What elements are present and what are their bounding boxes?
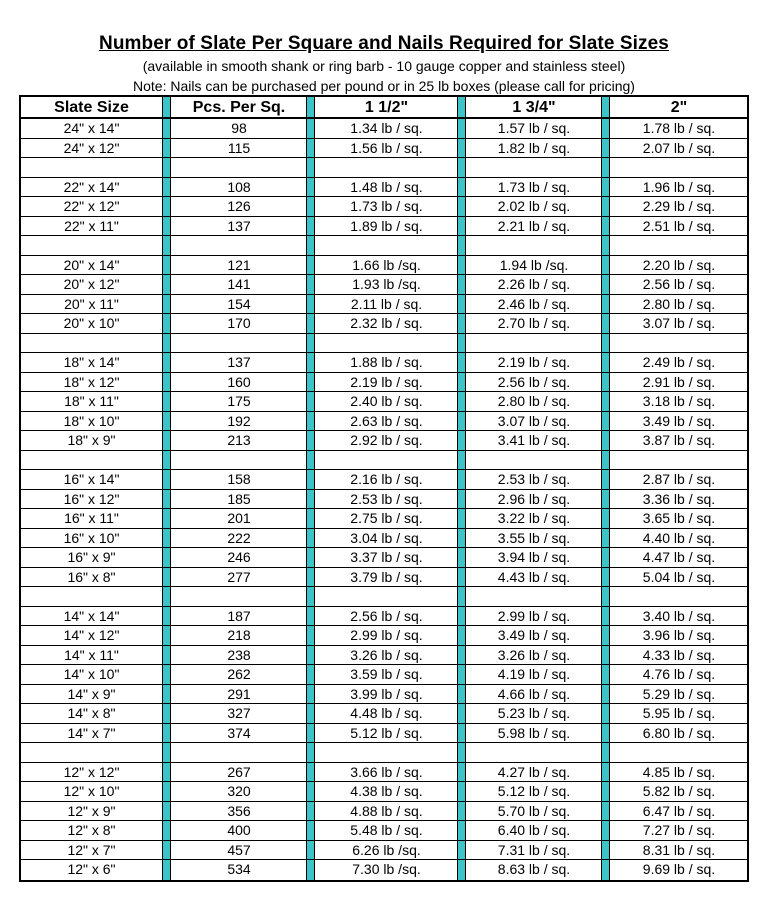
cell-pcs-per-sq: 192	[227, 412, 251, 429]
table-row	[21, 568, 747, 588]
cell-nails-2: 9.69 lb / sq.	[642, 861, 716, 877]
cell-nails-2: 6.80 lb / sq.	[642, 724, 716, 741]
cell-nails-1-1-2: 2.40 lb / sq.	[350, 393, 423, 409]
cell-pcs-per-sq: 160	[227, 373, 251, 390]
cell-slate-size: 14" x 10"	[63, 666, 120, 682]
cell-nails-1-3-4: 5.70 lb / sq.	[497, 802, 571, 819]
cell-nails-1-3-4: 2.96 lb / sq.	[497, 490, 571, 507]
cell-nails-1-3-4	[467, 236, 601, 256]
cell-nails-1-1-2: 5.12 lb / sq.	[350, 724, 423, 741]
cell-slate-size	[21, 158, 162, 178]
cell-nails-1-1-2: 2.53 lb / sq.	[350, 490, 423, 507]
cell-nails-2: 6.47 lb / sq.	[642, 802, 716, 819]
cell-pcs-per-sq	[172, 743, 306, 763]
cell-nails-2: 2.29 lb / sq.	[642, 198, 716, 214]
cell-slate-size: 20" x 12"	[63, 276, 120, 292]
table-row	[21, 529, 747, 549]
table-row	[21, 490, 747, 510]
cell-nails-2	[611, 236, 747, 256]
cell-nails-1-3-4: 1.82 lb / sq.	[497, 139, 571, 156]
cell-pcs-per-sq: 238	[227, 646, 251, 663]
cell-slate-size: 22" x 14"	[63, 178, 120, 195]
cell-nails-1-3-4	[467, 587, 601, 607]
cell-slate-size: 16" x 14"	[63, 471, 120, 487]
table-row	[21, 626, 747, 646]
table-row	[21, 841, 747, 861]
cell-slate-size	[21, 236, 162, 256]
table-row	[21, 704, 747, 724]
cell-slate-size	[21, 451, 162, 471]
cell-slate-size: 22" x 12"	[63, 198, 120, 214]
cell-nails-2: 5.29 lb / sq.	[642, 685, 716, 702]
cell-nails-1-3-4	[467, 451, 601, 471]
cell-nails-2: 2.49 lb / sq.	[642, 354, 716, 370]
cell-nails-2: 3.40 lb / sq.	[642, 607, 716, 624]
cell-slate-size: 24" x 12"	[63, 139, 120, 156]
cell-slate-size: 20" x 11"	[64, 295, 119, 312]
cell-nails-2: 2.56 lb / sq.	[642, 276, 716, 292]
cell-pcs-per-sq: 327	[227, 705, 251, 721]
cell-pcs-per-sq: 141	[227, 276, 251, 292]
cell-slate-size: 16" x 11"	[64, 510, 119, 526]
cell-nails-1-3-4: 1.73 lb / sq.	[497, 178, 571, 195]
table-row	[21, 607, 747, 627]
cell-nails-1-3-4: 3.55 lb / sq.	[497, 529, 571, 546]
cell-slate-size: 14" x 9"	[67, 685, 116, 702]
cell-nails-1-1-2: 3.99 lb / sq.	[350, 685, 423, 702]
cell-slate-size: 14" x 12"	[63, 627, 120, 643]
cell-slate-size: 14" x 7"	[67, 724, 116, 741]
column-header-nails-2: 2"	[670, 99, 688, 116]
cell-nails-2: 5.82 lb / sq.	[642, 783, 716, 799]
cell-nails-2: 3.07 lb / sq.	[642, 315, 716, 331]
cell-pcs-per-sq: 201	[227, 510, 251, 526]
page-title: Number of Slate Per Square and Nails Required for Slate Sizes	[99, 33, 669, 54]
cell-slate-size: 20" x 10"	[63, 315, 120, 331]
cell-nails-1-3-4: 2.19 lb / sq.	[497, 354, 571, 370]
cell-pcs-per-sq: 291	[227, 685, 251, 702]
cell-nails-1-1-2	[316, 743, 457, 763]
cell-nails-2	[611, 158, 747, 178]
cell-nails-2: 1.96 lb / sq.	[642, 178, 716, 195]
cell-nails-1-3-4: 2.56 lb / sq.	[497, 373, 571, 390]
table-row	[21, 197, 747, 217]
cell-pcs-per-sq: 185	[227, 490, 251, 507]
cell-nails-1-1-2: 1.56 lb / sq.	[350, 139, 423, 156]
table-row	[21, 509, 747, 529]
cell-slate-size: 14" x 8"	[67, 705, 116, 721]
table-row	[21, 178, 747, 198]
cell-slate-size: 18" x 11"	[64, 393, 119, 409]
cell-nails-2: 3.87 lb / sq.	[642, 432, 716, 448]
cell-nails-1-1-2: 1.88 lb / sq.	[350, 354, 423, 370]
table-row	[21, 392, 747, 412]
cell-slate-size: 16" x 12"	[63, 490, 120, 507]
cell-pcs-per-sq: 267	[227, 763, 251, 780]
table-row	[21, 646, 747, 666]
cell-slate-size: 22" x 11"	[64, 217, 119, 234]
cell-nails-1-1-2: 1.48 lb / sq.	[350, 178, 423, 195]
cell-nails-1-3-4: 3.07 lb / sq.	[497, 412, 571, 429]
cell-nails-1-1-2: 4.38 lb / sq.	[350, 783, 423, 799]
cell-nails-1-3-4	[467, 334, 601, 354]
cell-nails-1-1-2: 5.48 lb / sq.	[350, 822, 423, 838]
cell-nails-2: 4.76 lb / sq.	[642, 666, 716, 682]
cell-slate-size: 18" x 10"	[63, 412, 120, 429]
cell-slate-size: 12" x 7"	[67, 841, 116, 858]
cell-nails-1-1-2: 3.66 lb / sq.	[350, 763, 423, 780]
spacer-row	[21, 236, 747, 256]
cell-nails-1-1-2: 3.04 lb / sq.	[350, 529, 423, 546]
cell-nails-2	[611, 451, 747, 471]
cell-nails-1-3-4: 5.23 lb / sq.	[497, 705, 571, 721]
cell-nails-1-3-4: 7.31 lb / sq.	[497, 841, 571, 858]
cell-nails-1-3-4: 1.94 lb /sq.	[499, 256, 569, 273]
cell-pcs-per-sq: 262	[227, 666, 251, 682]
cell-pcs-per-sq	[172, 587, 306, 607]
cell-nails-1-1-2	[316, 587, 457, 607]
cell-nails-2: 2.07 lb / sq.	[642, 139, 716, 156]
cell-slate-size: 18" x 9"	[67, 432, 116, 448]
cell-pcs-per-sq: 213	[227, 432, 251, 448]
cell-pcs-per-sq: 154	[227, 295, 251, 312]
cell-nails-1-3-4: 3.94 lb / sq.	[497, 549, 571, 565]
table-row	[21, 373, 747, 393]
cell-nails-2: 1.78 lb / sq.	[642, 120, 716, 136]
cell-nails-1-1-2: 4.88 lb / sq.	[350, 802, 423, 819]
cell-nails-2: 2.20 lb / sq.	[642, 256, 716, 273]
spacer-row	[21, 334, 747, 354]
cell-nails-2: 3.96 lb / sq.	[642, 627, 716, 643]
cell-pcs-per-sq: 108	[227, 178, 251, 195]
cell-nails-2: 5.95 lb / sq.	[642, 705, 716, 721]
cell-slate-size: 24" x 14"	[63, 120, 120, 136]
cell-slate-size: 18" x 14"	[63, 354, 120, 370]
cell-nails-1-1-2: 1.66 lb /sq.	[352, 256, 421, 273]
cell-nails-2: 4.47 lb / sq.	[642, 549, 716, 565]
table-row	[21, 782, 747, 802]
cell-slate-size: 12" x 6"	[67, 861, 116, 877]
cell-nails-2	[611, 743, 747, 763]
page-note: Note: Nails can be purchased per pound or in 25 lb boxes (please call for pricing)	[133, 78, 635, 94]
table-row	[21, 548, 747, 568]
cell-nails-1-1-2: 1.93 lb /sq.	[352, 276, 421, 292]
cell-nails-1-3-4: 6.40 lb / sq.	[497, 822, 571, 838]
cell-nails-1-1-2: 7.30 lb /sq.	[352, 861, 421, 877]
cell-pcs-per-sq	[172, 334, 306, 354]
cell-nails-1-1-2: 2.92 lb / sq.	[350, 432, 423, 448]
cell-nails-1-3-4: 2.70 lb / sq.	[497, 315, 571, 331]
table-row	[21, 821, 747, 841]
cell-nails-2: 3.18 lb / sq.	[642, 393, 716, 409]
cell-nails-2: 2.87 lb / sq.	[642, 471, 716, 487]
cell-nails-2: 2.91 lb / sq.	[642, 373, 716, 390]
spacer-row	[21, 587, 747, 607]
cell-slate-size	[21, 587, 162, 607]
cell-pcs-per-sq: 457	[227, 841, 251, 858]
cell-nails-1-1-2	[316, 451, 457, 471]
cell-slate-size: 20" x 14"	[63, 256, 120, 273]
cell-slate-size: 18" x 12"	[63, 373, 120, 390]
cell-nails-1-1-2: 1.73 lb / sq.	[350, 198, 423, 214]
cell-slate-size: 16" x 9"	[67, 549, 116, 565]
cell-pcs-per-sq: 534	[227, 861, 251, 877]
table-row	[21, 431, 747, 451]
cell-slate-size: 12" x 10"	[63, 783, 120, 799]
cell-nails-1-1-2: 2.63 lb / sq.	[350, 412, 423, 429]
table-row	[21, 763, 747, 783]
cell-nails-1-1-2: 4.48 lb / sq.	[350, 705, 423, 721]
cell-pcs-per-sq	[172, 158, 306, 178]
cell-nails-1-3-4: 3.49 lb / sq.	[497, 627, 571, 643]
cell-pcs-per-sq: 218	[227, 627, 251, 643]
table-row	[21, 685, 747, 705]
cell-nails-1-1-2: 2.16 lb / sq.	[350, 471, 423, 487]
cell-nails-1-3-4: 2.80 lb / sq.	[497, 393, 571, 409]
cell-nails-1-1-2: 2.32 lb / sq.	[350, 315, 423, 331]
cell-pcs-per-sq: 170	[227, 315, 251, 331]
cell-nails-1-3-4: 5.12 lb / sq.	[497, 783, 571, 799]
page-subtitle: (available in smooth shank or ring barb - 10 gauge copper and stainless steel)	[142, 58, 626, 74]
column-header-nails-1-1-2: 1 1/2"	[364, 99, 409, 116]
cell-pcs-per-sq: 137	[227, 217, 251, 234]
cell-slate-size: 12" x 12"	[63, 763, 120, 780]
cell-slate-size: 14" x 14"	[63, 607, 120, 624]
cell-slate-size: 16" x 8"	[67, 568, 116, 585]
cell-nails-1-3-4: 3.41 lb / sq.	[497, 432, 571, 448]
spacer-row	[21, 743, 747, 763]
spacer-row	[21, 158, 747, 178]
cell-nails-1-3-4: 1.57 lb / sq.	[497, 120, 571, 136]
cell-pcs-per-sq: 222	[227, 529, 251, 546]
table-row	[21, 412, 747, 432]
cell-pcs-per-sq: 137	[227, 354, 251, 370]
cell-nails-1-3-4: 2.46 lb / sq.	[497, 295, 571, 312]
cell-nails-1-1-2: 1.34 lb / sq.	[350, 120, 423, 136]
cell-nails-2: 5.04 lb / sq.	[642, 568, 716, 585]
cell-nails-2: 2.51 lb / sq.	[642, 217, 716, 234]
cell-nails-1-3-4: 2.21 lb / sq.	[497, 217, 571, 234]
table-row	[21, 314, 747, 334]
cell-pcs-per-sq: 115	[227, 139, 251, 156]
cell-pcs-per-sq: 400	[227, 822, 251, 838]
cell-nails-1-1-2	[316, 158, 457, 178]
cell-nails-2: 3.65 lb / sq.	[642, 510, 716, 526]
table-row	[21, 724, 747, 744]
cell-nails-1-3-4: 4.19 lb / sq.	[497, 666, 571, 682]
cell-nails-2: 4.40 lb / sq.	[642, 529, 716, 546]
cell-pcs-per-sq: 246	[227, 549, 251, 565]
table-row	[21, 860, 747, 880]
cell-nails-2: 3.49 lb / sq.	[642, 412, 716, 429]
cell-nails-1-1-2: 1.89 lb / sq.	[350, 217, 423, 234]
cell-pcs-per-sq: 374	[227, 724, 251, 741]
cell-nails-2: 4.33 lb / sq.	[642, 646, 716, 663]
cell-nails-2: 8.31 lb / sq.	[642, 841, 716, 858]
cell-nails-1-3-4: 4.66 lb / sq.	[497, 685, 571, 702]
table-row	[21, 275, 747, 295]
cell-nails-2: 2.80 lb / sq.	[642, 295, 716, 312]
column-header-pcs-per-sq: Pcs. Per Sq.	[192, 99, 286, 116]
cell-pcs-per-sq: 320	[227, 783, 251, 799]
cell-slate-size: 12" x 8"	[67, 822, 116, 838]
table-row	[21, 295, 747, 315]
table-row	[21, 802, 747, 822]
cell-nails-1-3-4: 4.27 lb / sq.	[497, 763, 571, 780]
spacer-row	[21, 451, 747, 471]
cell-pcs-per-sq: 121	[227, 256, 251, 273]
cell-pcs-per-sq: 126	[227, 198, 251, 214]
cell-nails-1-1-2: 2.56 lb / sq.	[350, 607, 423, 624]
cell-nails-1-3-4	[467, 743, 601, 763]
column-header-slate-size: Slate Size	[54, 99, 129, 116]
cell-nails-1-1-2: 6.26 lb /sq.	[352, 841, 421, 858]
cell-slate-size	[21, 334, 162, 354]
cell-pcs-per-sq	[172, 451, 306, 471]
cell-nails-1-3-4: 4.43 lb / sq.	[497, 568, 571, 585]
cell-nails-1-1-2: 2.19 lb / sq.	[350, 373, 423, 390]
cell-nails-1-1-2: 2.75 lb / sq.	[350, 510, 423, 526]
table-row	[21, 256, 747, 276]
cell-slate-size: 16" x 10"	[63, 529, 120, 546]
cell-pcs-per-sq: 187	[227, 607, 251, 624]
slate-table	[19, 95, 749, 882]
cell-nails-1-1-2	[316, 236, 457, 256]
table-row	[21, 665, 747, 685]
cell-nails-1-1-2: 3.59 lb / sq.	[350, 666, 423, 682]
cell-pcs-per-sq: 158	[227, 471, 251, 487]
cell-pcs-per-sq: 277	[227, 568, 251, 585]
cell-nails-1-3-4: 3.22 lb / sq.	[497, 510, 571, 526]
cell-slate-size	[21, 743, 162, 763]
cell-nails-1-3-4: 2.02 lb / sq.	[497, 198, 571, 214]
cell-nails-1-3-4: 2.53 lb / sq.	[497, 471, 571, 487]
cell-nails-1-1-2: 3.26 lb / sq.	[350, 646, 423, 663]
cell-pcs-per-sq: 175	[227, 393, 251, 409]
cell-nails-1-1-2: 2.99 lb / sq.	[350, 627, 423, 643]
cell-nails-2: 7.27 lb / sq.	[642, 822, 716, 838]
cell-nails-1-3-4: 2.26 lb / sq.	[497, 276, 571, 292]
cell-nails-1-1-2: 3.79 lb / sq.	[350, 568, 423, 585]
cell-nails-2: 4.85 lb / sq.	[642, 763, 716, 780]
cell-pcs-per-sq	[172, 236, 306, 256]
cell-slate-size: 12" x 9"	[67, 802, 116, 819]
table-row	[21, 217, 747, 237]
cell-nails-2: 3.36 lb / sq.	[642, 490, 716, 507]
cell-nails-1-3-4: 5.98 lb / sq.	[497, 724, 571, 741]
cell-nails-2	[611, 334, 747, 354]
cell-nails-1-3-4: 3.26 lb / sq.	[497, 646, 571, 663]
table-header-row	[21, 97, 747, 119]
table-row	[21, 139, 747, 159]
table-row	[21, 119, 747, 139]
cell-pcs-per-sq: 98	[231, 120, 247, 136]
cell-nails-1-3-4: 2.99 lb / sq.	[497, 607, 571, 624]
cell-nails-1-1-2: 3.37 lb / sq.	[350, 549, 423, 565]
cell-slate-size: 14" x 11"	[64, 646, 119, 663]
column-header-nails-1-3-4: 1 3/4"	[512, 99, 556, 116]
table-row	[21, 353, 747, 373]
cell-pcs-per-sq: 356	[227, 802, 251, 819]
cell-nails-2	[611, 587, 747, 607]
cell-nails-1-1-2: 2.11 lb / sq.	[350, 295, 423, 312]
table-row	[21, 470, 747, 490]
cell-nails-1-3-4	[467, 158, 601, 178]
cell-nails-1-1-2	[316, 334, 457, 354]
cell-nails-1-3-4: 8.63 lb / sq.	[497, 861, 571, 877]
